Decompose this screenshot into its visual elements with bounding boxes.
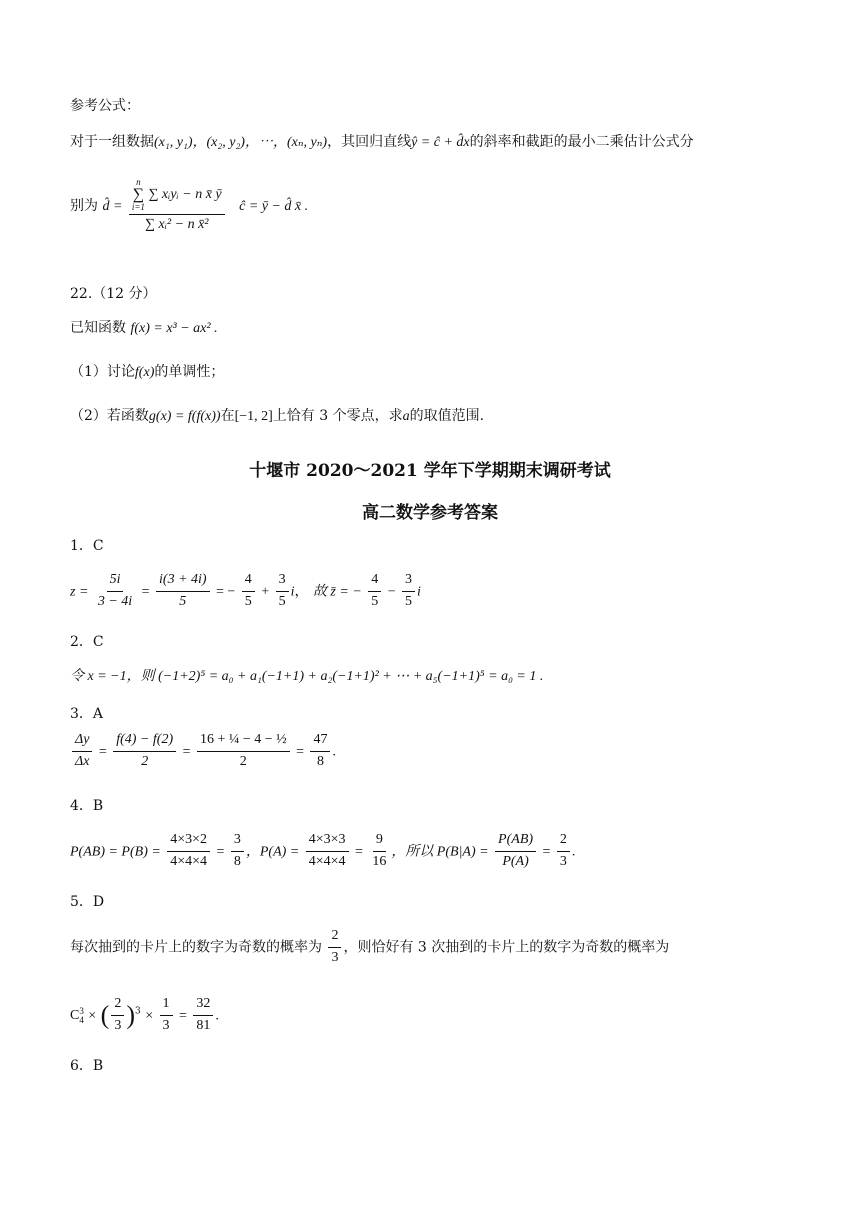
answer-3-work: $\frac{\Delta y}{\Delta x}$ = $\frac{f(4) - f(2)}{2}$ = $\frac{\text{16 + ¼ − 4 − ½}}{2}$ = $\frac{47}{8}$ .: [70, 732, 336, 771]
a4-pa: ，P(A) =: [245, 844, 300, 860]
q22-part2-var: a: [402, 409, 410, 424]
q22-part2-interval: [−1, 2]: [234, 409, 273, 424]
d-hat-denominator: [142, 215, 211, 234]
a1-frac-b: $\frac{i(3 + 4i)}{5}$: [156, 572, 210, 611]
answer-5-label: 5．D: [70, 894, 105, 910]
a1-frac-a: $\frac{5i}{3 - 4i}$: [97, 572, 133, 609]
answer-6-label: 6．B: [70, 1058, 104, 1074]
a3-frac-a: $\frac{\Delta y}{\Delta x}$: [72, 732, 92, 771]
answer-5-text: [70, 928, 669, 967]
a5-frac-a2: $\frac{2}{3}$: [111, 996, 124, 1035]
q22-stem-formula: f(x) = x³ − ax² .: [130, 321, 218, 336]
q22-part2-prefix: （2）若函数: [70, 408, 149, 424]
a4-frac-f: $\frac{2}{3}$: [557, 832, 570, 871]
regression-line-formula: ŷ = ĉ + d̂x: [411, 135, 470, 150]
intro-start: 对于一组数据: [70, 134, 154, 150]
sum-sign-top: n ∑ i=1: [131, 177, 145, 212]
answer-sub-title: 高二数学参考答案: [362, 503, 498, 523]
answer-2-label: 2．C: [70, 634, 104, 650]
a5-combination: C 3 4: [70, 1006, 84, 1026]
a5-frac-b: $\frac{1}{3}$: [160, 996, 173, 1035]
q22-part2-suffix: 的取值范围.: [409, 408, 485, 424]
intro-mid: ，其回归直线: [327, 134, 412, 150]
a1-z: z =: [70, 584, 89, 600]
a4-pab: P(AB) = P(B) =: [70, 844, 161, 860]
d-hat-den-text: ∑ xᵢ² − n x̄²: [145, 217, 209, 232]
a3-frac-b: $\frac{f(4) - f(2)}{2}$: [113, 732, 176, 771]
d-hat-fraction: [129, 178, 225, 234]
d-hat-numerator: [129, 178, 225, 215]
a4-so: ，所以 P(B|A) =: [391, 844, 489, 860]
answer-1-work: z = $\frac{5i}{3 - 4i}$ = $\frac{i(3 + 4i)}{5}$ = − $\frac{4}{5}$ + $\frac{3}{5}$ i， 故 z̄ = − $\frac{4}{5}$ − $\frac{3}{5}$ i: [70, 572, 421, 609]
answer-4-work: P(AB) = P(B) = $\frac{4\times 3\times 2}{4\times 4\times 4}$ = $\frac{3}{8}$ ，P(A) = $\frac{4\times 3\times 3}{4\times 4\times 4}$ = $\frac{9}{16}$ ，所以 P(B|A) = $\frac{P(AB)}{P(A)}$ = $\frac{2}{3}$ .: [70, 832, 576, 869]
formula-intro-line: [70, 134, 694, 152]
q22-head: 22.（12 分）: [70, 286, 157, 302]
answer-4-label: 4．B: [70, 798, 104, 814]
d-hat-num-text: ∑ xᵢyᵢ − n x̄ ȳ: [148, 187, 222, 203]
answer-main-title: 十堰市 2020～2021 学年下学期期末调研考试: [249, 461, 611, 481]
q22-part1-prefix: （1）讨论: [70, 364, 135, 380]
a4-frac-a: $\frac{4\times 3\times 2}{4\times 4\times 4}$: [167, 832, 210, 871]
q22-part2-mid2: 上恰有 3 个零点，求: [272, 408, 403, 424]
q22-stem-prefix: 已知函数: [70, 320, 126, 336]
a5-power: 3: [135, 1006, 141, 1017]
a5-text-b: ，则恰好有 3 次抽到的卡片上的数字为奇数的概率为: [343, 939, 670, 956]
a2-work-text: 令 x = −1，则 (−1+2)⁵ = a₀ + a₁(−1+1) + a₂(−1+1)² + ⋯ + a₅(−1+1)⁵ = a₀ = 1 .: [70, 669, 544, 684]
a1-frac-f: $\frac{3}{5}$: [402, 572, 415, 611]
answer-5-work: C 3 4 × ( $\frac{2}{3}$ )$^3$ × $\frac{1}{3}$ = $\frac{32}{81}$ .: [70, 996, 219, 1033]
answer-1-label: 1．C: [70, 538, 104, 554]
a5-frac-a: $\frac{2}{3}$: [328, 928, 341, 967]
a3-frac-d: $\frac{47}{8}$: [310, 732, 330, 771]
q22-part2: [70, 408, 484, 426]
answer-3-label: 3．A: [70, 706, 104, 722]
a1-frac-e: $\frac{4}{5}$: [368, 572, 381, 611]
q22-stem: [70, 320, 218, 338]
a4-frac-b: $\frac{3}{8}$: [231, 832, 244, 871]
d-hat-lhs: d̂ =: [102, 198, 123, 214]
d-hat-formula-line: [70, 178, 308, 234]
intro-end: 的斜率和截距的最小二乘估计公式分: [469, 134, 694, 150]
a4-frac-c: $\frac{4\times 3\times 3}{4\times 4\times 4}$: [306, 832, 349, 871]
c-hat-formula: ĉ = ȳ − d̂ x̄ .: [239, 198, 309, 214]
a4-frac-d: $\frac{9}{16}$: [372, 832, 387, 869]
answer-2-work: [70, 668, 543, 686]
a4-frac-e: $\frac{P(AB)}{P(A)}$: [495, 832, 536, 871]
a1-conj: 故 z̄ = −: [312, 584, 362, 600]
a1-frac-c: $\frac{4}{5}$: [242, 572, 255, 611]
data-pairs: (x₁, y₁)，(x₂, y₂)，⋯，(xₙ, yₙ): [154, 135, 328, 150]
line2-prefix: 别为: [70, 197, 98, 214]
q22-part2-formula: g(x) = f(f(x)): [148, 409, 221, 424]
q22-part1-formula: f(x): [134, 365, 155, 380]
a5-text-a: 每次抽到的卡片上的数字为奇数的概率为: [70, 939, 322, 956]
a3-frac-c: $\frac{\text{16 + ¼ − 4 − ½}}{2}$: [197, 732, 290, 771]
a1-frac-d: $\frac{3}{5}$: [276, 572, 289, 611]
q22-part1-suffix: 的单调性；: [154, 364, 225, 380]
q22-part2-mid: 在: [220, 408, 235, 424]
q22-part1: [70, 364, 224, 382]
formula-heading: 参考公式：: [70, 98, 140, 114]
a5-frac-c: $\frac{32}{81}$: [193, 996, 213, 1035]
